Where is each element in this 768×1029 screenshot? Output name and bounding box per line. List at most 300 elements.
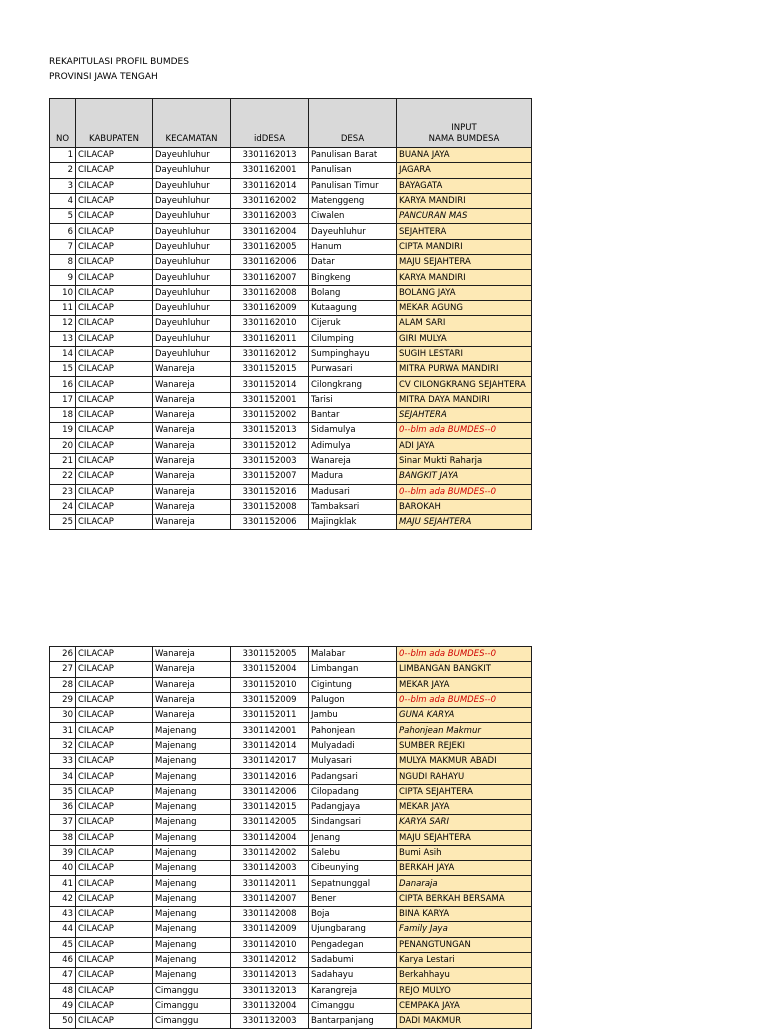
- cell-iddesa: 3301142002: [231, 845, 309, 860]
- cell-nama-bumdesa: CEMPAKA JAYA: [397, 998, 532, 1013]
- cell-kabupaten: CILACAP: [76, 484, 153, 499]
- cell-kabupaten: CILACAP: [76, 255, 153, 270]
- cell-no: 21: [50, 453, 76, 468]
- cell-desa: Sadahayu: [309, 968, 397, 983]
- cell-no: 18: [50, 408, 76, 423]
- cell-no: 47: [50, 968, 76, 983]
- cell-kecamatan: Majenang: [153, 845, 231, 860]
- cell-iddesa: 3301142010: [231, 937, 309, 952]
- cell-no: 44: [50, 922, 76, 937]
- cell-iddesa: 3301162012: [231, 346, 309, 361]
- cell-desa: Malabar: [309, 647, 397, 662]
- cell-iddesa: 3301142003: [231, 861, 309, 876]
- cell-kecamatan: Dayeuhluhur: [153, 239, 231, 254]
- cell-nama-bumdesa: REJO MULYO: [397, 983, 532, 998]
- cell-kecamatan: Majenang: [153, 738, 231, 753]
- cell-kabupaten: CILACAP: [76, 907, 153, 922]
- cell-desa: Bolang: [309, 285, 397, 300]
- table-row: [50, 285, 532, 300]
- cell-no: 42: [50, 891, 76, 906]
- cell-kabupaten: CILACAP: [76, 754, 153, 769]
- table-row: [50, 708, 532, 723]
- cell-nama-bumdesa: KARYA SARI: [397, 815, 532, 830]
- cell-desa: Bingkeng: [309, 270, 397, 285]
- cell-kecamatan: Wanareja: [153, 692, 231, 707]
- cell-iddesa: 3301142001: [231, 723, 309, 738]
- cell-kabupaten: CILACAP: [76, 830, 153, 845]
- cell-nama-bumdesa: ADI JAYA: [397, 438, 532, 453]
- cell-kabupaten: CILACAP: [76, 285, 153, 300]
- cell-no: 12: [50, 316, 76, 331]
- cell-no: 45: [50, 937, 76, 952]
- cell-desa: Cilumping: [309, 331, 397, 346]
- cell-kabupaten: CILACAP: [76, 738, 153, 753]
- cell-nama-bumdesa: MAJU SEJAHTERA: [397, 255, 532, 270]
- cell-nama-bumdesa: MULYA MAKMUR ABADI: [397, 754, 532, 769]
- table-row: [50, 692, 532, 707]
- cell-iddesa: 3301142008: [231, 907, 309, 922]
- cell-no: 2: [50, 163, 76, 178]
- cell-no: 49: [50, 998, 76, 1013]
- table-row: [50, 209, 532, 224]
- cell-kabupaten: CILACAP: [76, 998, 153, 1013]
- cell-kabupaten: CILACAP: [76, 209, 153, 224]
- col-header-desa: DESA: [309, 99, 397, 148]
- cell-desa: Ujungbarang: [309, 922, 397, 937]
- cell-kabupaten: CILACAP: [76, 453, 153, 468]
- cell-kecamatan: Majenang: [153, 876, 231, 891]
- cell-desa: Hanum: [309, 239, 397, 254]
- cell-iddesa: 3301162005: [231, 239, 309, 254]
- cell-no: 39: [50, 845, 76, 860]
- cell-iddesa: 3301132003: [231, 1014, 309, 1029]
- cell-no: 6: [50, 224, 76, 239]
- cell-desa: Bener: [309, 891, 397, 906]
- cell-iddesa: 3301152014: [231, 377, 309, 392]
- cell-kecamatan: Majenang: [153, 799, 231, 814]
- cell-kecamatan: Majenang: [153, 815, 231, 830]
- bumdes-table-part-1: [49, 98, 532, 530]
- cell-iddesa: 3301152010: [231, 677, 309, 692]
- cell-desa: Salebu: [309, 845, 397, 860]
- cell-desa: Mulyadadi: [309, 738, 397, 753]
- table-row: [50, 300, 532, 315]
- table-row: [50, 891, 532, 906]
- cell-no: 33: [50, 754, 76, 769]
- cell-desa: Datar: [309, 255, 397, 270]
- cell-kabupaten: CILACAP: [76, 647, 153, 662]
- table-row: [50, 784, 532, 799]
- table-row: [50, 662, 532, 677]
- table-row: [50, 998, 532, 1013]
- table-row: [50, 148, 532, 163]
- cell-no: 36: [50, 799, 76, 814]
- col-header-nama-label: NAMA BUMDESA: [428, 134, 500, 144]
- cell-kabupaten: CILACAP: [76, 662, 153, 677]
- table-row: [50, 830, 532, 845]
- cell-kabupaten: CILACAP: [76, 316, 153, 331]
- table-row: [50, 723, 532, 738]
- cell-nama-bumdesa: MAJU SEJAHTERA: [397, 515, 532, 530]
- cell-iddesa: 3301132004: [231, 998, 309, 1013]
- cell-kecamatan: Wanareja: [153, 408, 231, 423]
- cell-nama-bumdesa: 0--blm ada BUMDES--0: [397, 647, 532, 662]
- table-row: [50, 799, 532, 814]
- table-row: [50, 1014, 532, 1029]
- cell-iddesa: 3301152005: [231, 647, 309, 662]
- cell-nama-bumdesa: BAROKAH: [397, 499, 532, 514]
- table-row: [50, 952, 532, 967]
- cell-desa: Padangjaya: [309, 799, 397, 814]
- cell-desa: Jenang: [309, 830, 397, 845]
- cell-desa: Jambu: [309, 708, 397, 723]
- cell-kecamatan: Majenang: [153, 922, 231, 937]
- cell-kabupaten: CILACAP: [76, 876, 153, 891]
- cell-iddesa: 3301162006: [231, 255, 309, 270]
- cell-desa: Panulisan Barat: [309, 148, 397, 163]
- cell-iddesa: 3301162013: [231, 148, 309, 163]
- cell-iddesa: 3301142015: [231, 799, 309, 814]
- cell-kecamatan: Dayeuhluhur: [153, 148, 231, 163]
- cell-desa: Panulisan Timur: [309, 178, 397, 193]
- cell-iddesa: 3301142005: [231, 815, 309, 830]
- cell-kecamatan: Wanareja: [153, 484, 231, 499]
- cell-kabupaten: CILACAP: [76, 469, 153, 484]
- table-row: [50, 362, 532, 377]
- cell-iddesa: 3301142012: [231, 952, 309, 967]
- cell-nama-bumdesa: BERKAH JAYA: [397, 861, 532, 876]
- cell-iddesa: 3301152013: [231, 423, 309, 438]
- cell-nama-bumdesa: CIPTA MANDIRI: [397, 239, 532, 254]
- table-header-row: [50, 99, 532, 148]
- cell-kecamatan: Majenang: [153, 769, 231, 784]
- cell-kabupaten: CILACAP: [76, 331, 153, 346]
- cell-kabupaten: CILACAP: [76, 937, 153, 952]
- cell-kecamatan: Majenang: [153, 968, 231, 983]
- cell-no: 23: [50, 484, 76, 499]
- cell-kecamatan: Majenang: [153, 830, 231, 845]
- cell-iddesa: 3301142009: [231, 922, 309, 937]
- cell-kabupaten: CILACAP: [76, 1014, 153, 1029]
- cell-desa: Bantarpanjang: [309, 1014, 397, 1029]
- cell-desa: Pahonjean: [309, 723, 397, 738]
- cell-nama-bumdesa: 0--blm ada BUMDES--0: [397, 484, 532, 499]
- cell-desa: Limbangan: [309, 662, 397, 677]
- cell-iddesa: 3301162001: [231, 163, 309, 178]
- cell-iddesa: 3301162007: [231, 270, 309, 285]
- cell-nama-bumdesa: CIPTA BERKAH BERSAMA: [397, 891, 532, 906]
- cell-nama-bumdesa: Pahonjean Makmur: [397, 723, 532, 738]
- cell-kecamatan: Majenang: [153, 861, 231, 876]
- table-row: [50, 239, 532, 254]
- cell-nama-bumdesa: Danaraja: [397, 876, 532, 891]
- table-row: [50, 845, 532, 860]
- cell-nama-bumdesa: DADI MAKMUR: [397, 1014, 532, 1029]
- cell-nama-bumdesa: Karya Lestari: [397, 952, 532, 967]
- table-row: [50, 937, 532, 952]
- table-row: [50, 408, 532, 423]
- cell-no: 35: [50, 784, 76, 799]
- table-row: [50, 178, 532, 193]
- cell-kabupaten: CILACAP: [76, 408, 153, 423]
- cell-kecamatan: Dayeuhluhur: [153, 346, 231, 361]
- cell-nama-bumdesa: MEKAR JAYA: [397, 677, 532, 692]
- cell-desa: Tambaksari: [309, 499, 397, 514]
- cell-nama-bumdesa: 0--blm ada BUMDES--0: [397, 692, 532, 707]
- cell-kecamatan: Majenang: [153, 937, 231, 952]
- table-row: [50, 270, 532, 285]
- cell-nama-bumdesa: KARYA MANDIRI: [397, 193, 532, 208]
- cell-desa: Cilongkrang: [309, 377, 397, 392]
- cell-no: 34: [50, 769, 76, 784]
- cell-iddesa: 3301152004: [231, 662, 309, 677]
- cell-no: 22: [50, 469, 76, 484]
- report-title-block: [49, 55, 189, 85]
- cell-iddesa: 3301142016: [231, 769, 309, 784]
- table-body-part-2: [50, 647, 532, 1029]
- cell-nama-bumdesa: MEKAR JAYA: [397, 799, 532, 814]
- cell-iddesa: 3301162002: [231, 193, 309, 208]
- cell-kecamatan: Dayeuhluhur: [153, 209, 231, 224]
- cell-kabupaten: CILACAP: [76, 845, 153, 860]
- col-header-kabupaten: KABUPATEN: [76, 99, 153, 148]
- cell-no: 37: [50, 815, 76, 830]
- cell-kabupaten: CILACAP: [76, 815, 153, 830]
- cell-kecamatan: Wanareja: [153, 708, 231, 723]
- table-row: [50, 968, 532, 983]
- cell-no: 17: [50, 392, 76, 407]
- cell-kabupaten: CILACAP: [76, 968, 153, 983]
- cell-kecamatan: Wanareja: [153, 647, 231, 662]
- cell-iddesa: 3301162009: [231, 300, 309, 315]
- cell-no: 8: [50, 255, 76, 270]
- cell-kabupaten: CILACAP: [76, 163, 153, 178]
- cell-iddesa: 3301162010: [231, 316, 309, 331]
- cell-kabupaten: CILACAP: [76, 515, 153, 530]
- col-header-kecamatan: KECAMATAN: [153, 99, 231, 148]
- cell-kecamatan: Dayeuhluhur: [153, 178, 231, 193]
- cell-kecamatan: Wanareja: [153, 453, 231, 468]
- col-header-input-label: INPUT: [451, 123, 477, 133]
- cell-kecamatan: Wanareja: [153, 392, 231, 407]
- cell-kabupaten: CILACAP: [76, 922, 153, 937]
- cell-nama-bumdesa: BINA KARYA: [397, 907, 532, 922]
- table-row: [50, 346, 532, 361]
- cell-kabupaten: CILACAP: [76, 270, 153, 285]
- cell-desa: Wanareja: [309, 453, 397, 468]
- cell-nama-bumdesa: JAGARA: [397, 163, 532, 178]
- cell-no: 13: [50, 331, 76, 346]
- cell-desa: Cibeunying: [309, 861, 397, 876]
- cell-no: 19: [50, 423, 76, 438]
- cell-kecamatan: Majenang: [153, 723, 231, 738]
- cell-kecamatan: Dayeuhluhur: [153, 224, 231, 239]
- cell-kabupaten: CILACAP: [76, 708, 153, 723]
- cell-no: 14: [50, 346, 76, 361]
- table-row: [50, 754, 532, 769]
- cell-kabupaten: CILACAP: [76, 861, 153, 876]
- cell-no: 10: [50, 285, 76, 300]
- cell-desa: Panulisan: [309, 163, 397, 178]
- cell-kabupaten: CILACAP: [76, 769, 153, 784]
- cell-nama-bumdesa: BOLANG JAYA: [397, 285, 532, 300]
- cell-kecamatan: Wanareja: [153, 362, 231, 377]
- cell-iddesa: 3301162004: [231, 224, 309, 239]
- col-header-no: NO: [50, 99, 76, 148]
- cell-nama-bumdesa: Sinar Mukti Raharja: [397, 453, 532, 468]
- cell-kabupaten: CILACAP: [76, 677, 153, 692]
- cell-iddesa: 3301142017: [231, 754, 309, 769]
- col-header-nama-bumdesa: [397, 99, 532, 148]
- cell-kecamatan: Wanareja: [153, 423, 231, 438]
- col-header-iddesa: idDESA: [231, 99, 309, 148]
- cell-kabupaten: CILACAP: [76, 346, 153, 361]
- report-title: REKAPITULASI PROFIL BUMDES: [49, 57, 189, 67]
- cell-desa: Cigintung: [309, 677, 397, 692]
- cell-kecamatan: Cimanggu: [153, 998, 231, 1013]
- cell-kabupaten: CILACAP: [76, 983, 153, 998]
- table-row: [50, 423, 532, 438]
- cell-nama-bumdesa: Bumi Asih: [397, 845, 532, 860]
- cell-kecamatan: Dayeuhluhur: [153, 270, 231, 285]
- cell-desa: Matenggeng: [309, 193, 397, 208]
- table-row: [50, 453, 532, 468]
- cell-nama-bumdesa: GIRI MULYA: [397, 331, 532, 346]
- cell-nama-bumdesa: 0--blm ada BUMDES--0: [397, 423, 532, 438]
- table-row: [50, 438, 532, 453]
- cell-kabupaten: CILACAP: [76, 723, 153, 738]
- cell-kabupaten: CILACAP: [76, 362, 153, 377]
- cell-nama-bumdesa: MEKAR AGUNG: [397, 300, 532, 315]
- cell-nama-bumdesa: ALAM SARI: [397, 316, 532, 331]
- cell-iddesa: 3301152001: [231, 392, 309, 407]
- cell-nama-bumdesa: MITRA PURWA MANDIRI: [397, 362, 532, 377]
- table-row: [50, 515, 532, 530]
- table-row: [50, 983, 532, 998]
- table-row: [50, 193, 532, 208]
- cell-no: 32: [50, 738, 76, 753]
- cell-no: 11: [50, 300, 76, 315]
- table-row: [50, 469, 532, 484]
- cell-nama-bumdesa: Berkahhayu: [397, 968, 532, 983]
- cell-kabupaten: CILACAP: [76, 891, 153, 906]
- cell-kecamatan: Dayeuhluhur: [153, 316, 231, 331]
- cell-desa: Ciwalen: [309, 209, 397, 224]
- cell-kabupaten: CILACAP: [76, 784, 153, 799]
- cell-iddesa: 3301152011: [231, 708, 309, 723]
- cell-kabupaten: CILACAP: [76, 148, 153, 163]
- cell-nama-bumdesa: MAJU SEJAHTERA: [397, 830, 532, 845]
- cell-no: 27: [50, 662, 76, 677]
- table-row: [50, 224, 532, 239]
- cell-kecamatan: Wanareja: [153, 499, 231, 514]
- cell-desa: Pengadegan: [309, 937, 397, 952]
- cell-kabupaten: CILACAP: [76, 224, 153, 239]
- table-row: [50, 484, 532, 499]
- cell-desa: Majingklak: [309, 515, 397, 530]
- table-row: [50, 647, 532, 662]
- cell-no: 16: [50, 377, 76, 392]
- cell-desa: Boja: [309, 907, 397, 922]
- cell-desa: Cijeruk: [309, 316, 397, 331]
- cell-iddesa: 3301152015: [231, 362, 309, 377]
- cell-no: 24: [50, 499, 76, 514]
- cell-kabupaten: CILACAP: [76, 499, 153, 514]
- table-row: [50, 922, 532, 937]
- cell-kabupaten: CILACAP: [76, 239, 153, 254]
- cell-no: 29: [50, 692, 76, 707]
- cell-desa: Cimanggu: [309, 998, 397, 1013]
- cell-no: 43: [50, 907, 76, 922]
- cell-desa: Palugon: [309, 692, 397, 707]
- table-row: [50, 907, 532, 922]
- cell-kecamatan: Wanareja: [153, 662, 231, 677]
- cell-nama-bumdesa: NGUDI RAHAYU: [397, 769, 532, 784]
- cell-iddesa: 3301142013: [231, 968, 309, 983]
- cell-desa: Bantar: [309, 408, 397, 423]
- cell-kecamatan: Cimanggu: [153, 983, 231, 998]
- table-row: [50, 876, 532, 891]
- cell-desa: Sindangsari: [309, 815, 397, 830]
- cell-nama-bumdesa: MITRA DAYA MANDIRI: [397, 392, 532, 407]
- table-row: [50, 377, 532, 392]
- cell-kecamatan: Dayeuhluhur: [153, 331, 231, 346]
- table-row: [50, 255, 532, 270]
- cell-no: 15: [50, 362, 76, 377]
- cell-no: 1: [50, 148, 76, 163]
- cell-desa: Adimulya: [309, 438, 397, 453]
- cell-kecamatan: Majenang: [153, 754, 231, 769]
- cell-kecamatan: Wanareja: [153, 377, 231, 392]
- cell-kecamatan: Wanareja: [153, 677, 231, 692]
- cell-iddesa: 3301152006: [231, 515, 309, 530]
- cell-kecamatan: Dayeuhluhur: [153, 193, 231, 208]
- table-row: [50, 677, 532, 692]
- cell-kabupaten: CILACAP: [76, 423, 153, 438]
- cell-desa: Madusari: [309, 484, 397, 499]
- cell-nama-bumdesa: BAYAGATA: [397, 178, 532, 193]
- cell-iddesa: 3301152016: [231, 484, 309, 499]
- cell-nama-bumdesa: Family Jaya: [397, 922, 532, 937]
- cell-desa: Madura: [309, 469, 397, 484]
- cell-kecamatan: Dayeuhluhur: [153, 163, 231, 178]
- cell-nama-bumdesa: SUGIH LESTARI: [397, 346, 532, 361]
- cell-nama-bumdesa: SEJAHTERA: [397, 224, 532, 239]
- cell-kecamatan: Dayeuhluhur: [153, 300, 231, 315]
- table-body-part-1: [50, 148, 532, 530]
- cell-iddesa: 3301142011: [231, 876, 309, 891]
- cell-desa: Padangsari: [309, 769, 397, 784]
- cell-no: 25: [50, 515, 76, 530]
- cell-no: 48: [50, 983, 76, 998]
- cell-no: 20: [50, 438, 76, 453]
- cell-desa: Tarisi: [309, 392, 397, 407]
- bumdes-table-part-2: [49, 646, 532, 1029]
- table-row: [50, 331, 532, 346]
- table-row: [50, 392, 532, 407]
- cell-iddesa: 3301142007: [231, 891, 309, 906]
- cell-kecamatan: Cimanggu: [153, 1014, 231, 1029]
- cell-desa: Purwasari: [309, 362, 397, 377]
- cell-kecamatan: Majenang: [153, 952, 231, 967]
- table-row: [50, 769, 532, 784]
- cell-kabupaten: CILACAP: [76, 438, 153, 453]
- table-row: [50, 861, 532, 876]
- cell-no: 46: [50, 952, 76, 967]
- cell-iddesa: 3301152007: [231, 469, 309, 484]
- cell-kabupaten: CILACAP: [76, 377, 153, 392]
- cell-nama-bumdesa: BUANA JAYA: [397, 148, 532, 163]
